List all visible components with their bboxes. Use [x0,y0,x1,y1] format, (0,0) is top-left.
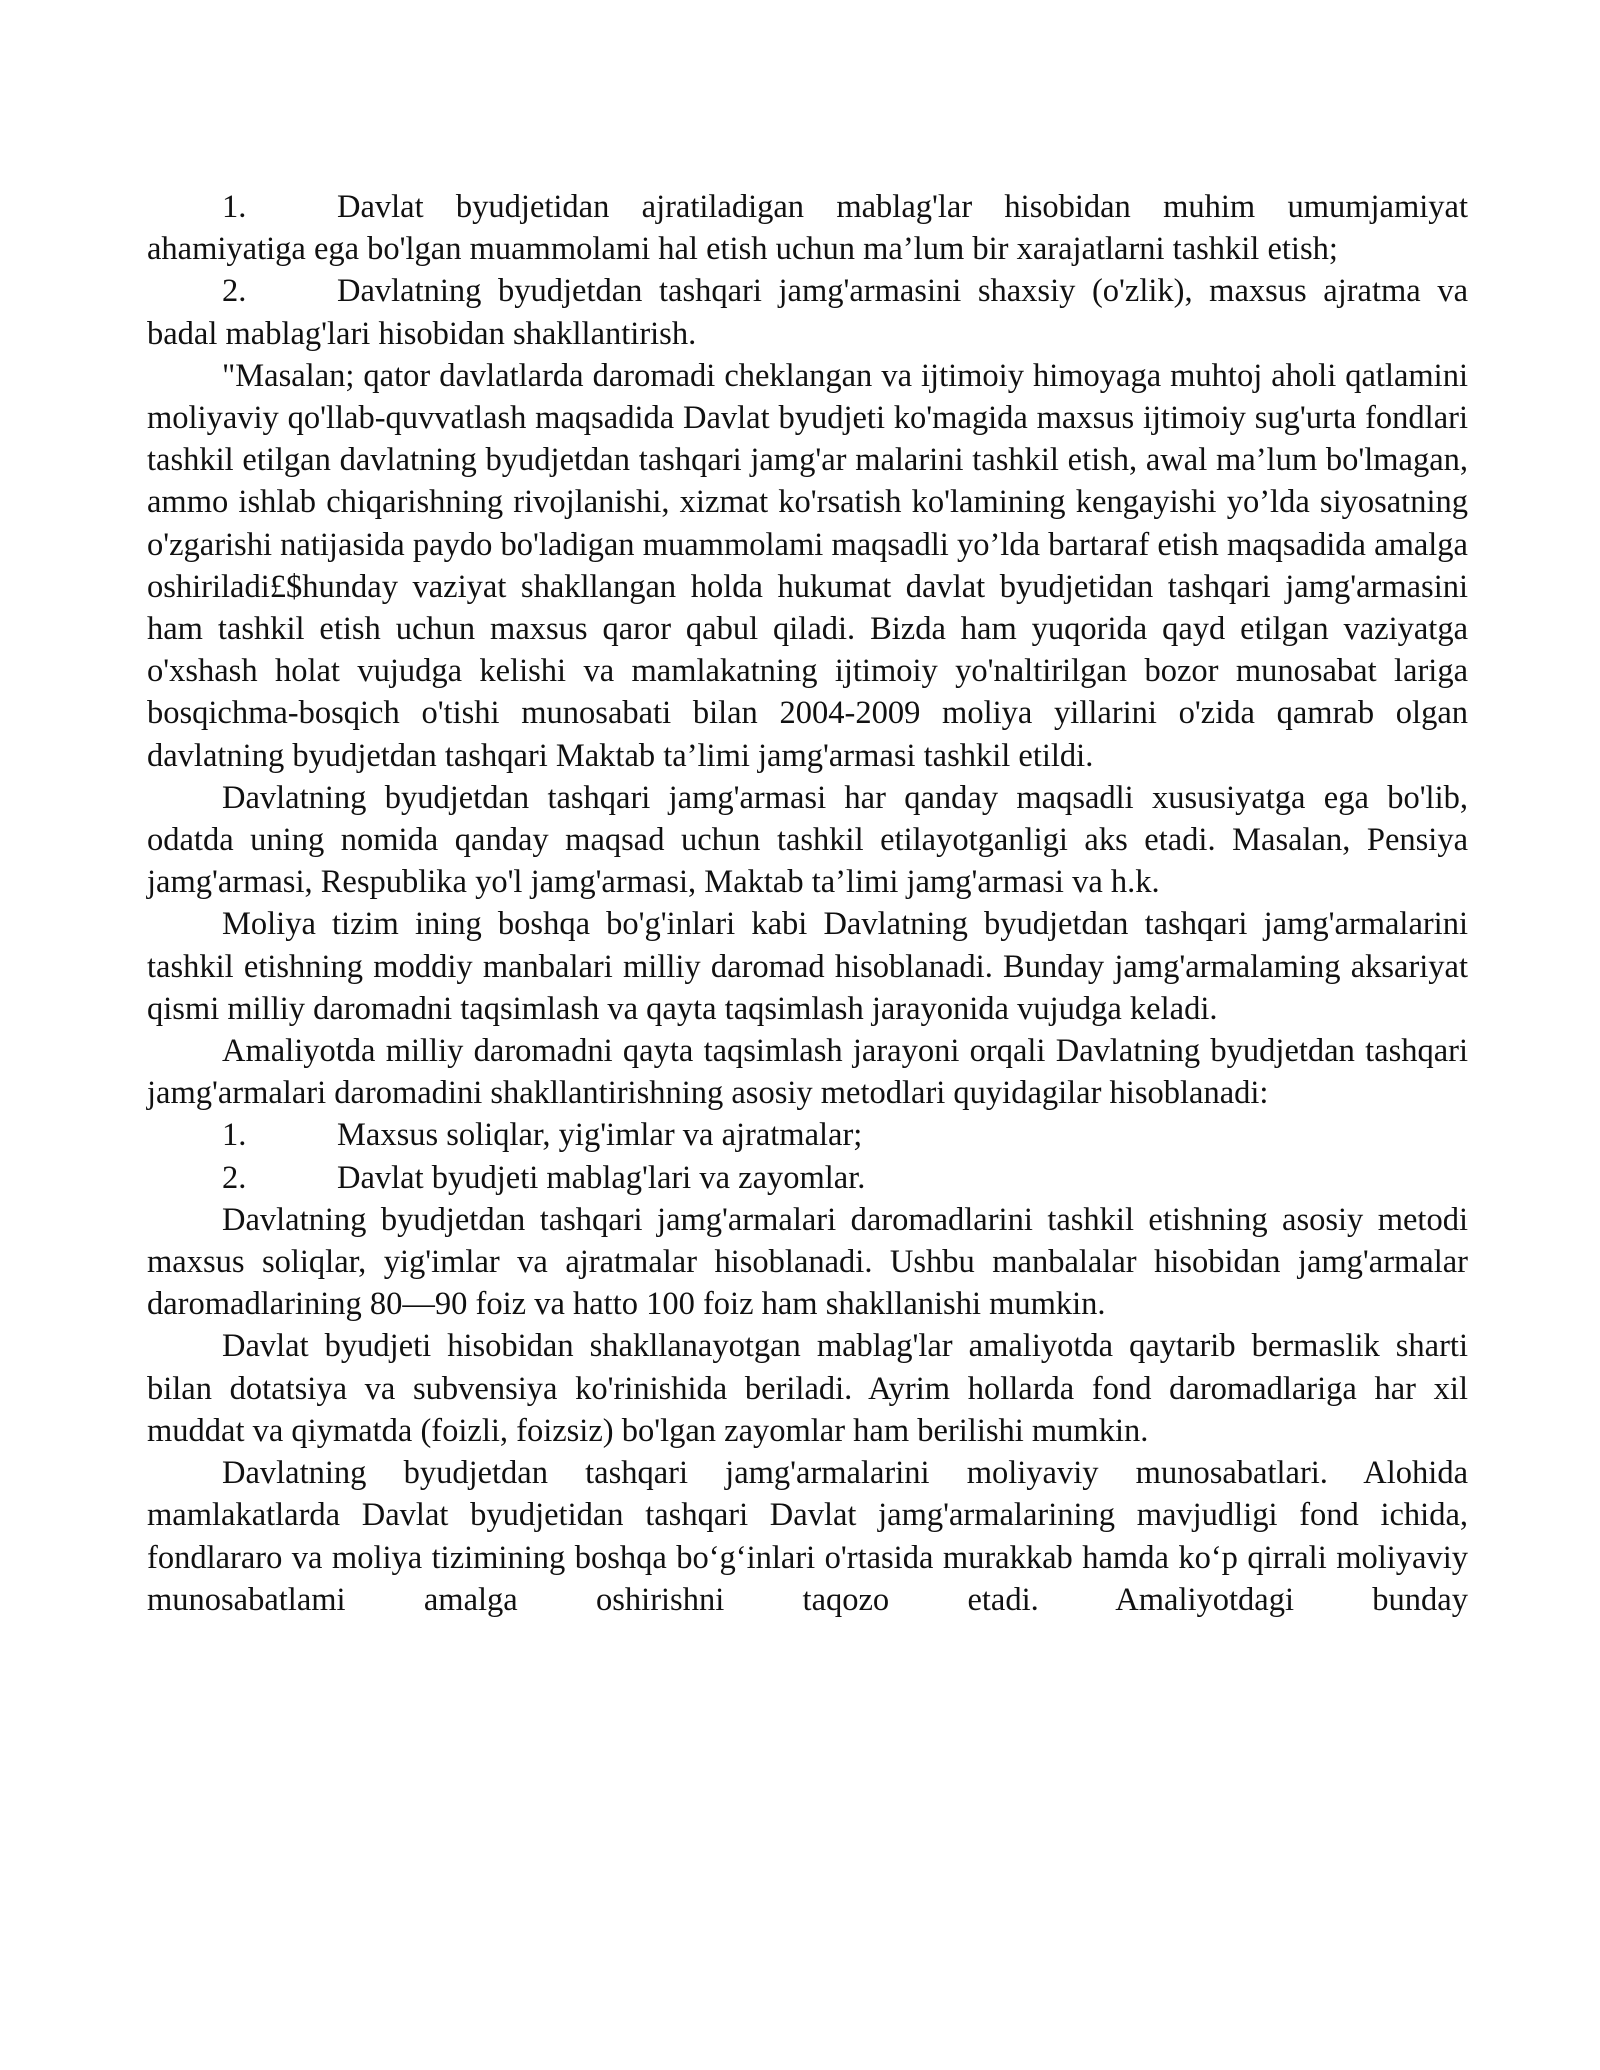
list-item [147,1114,1468,1156]
paragraph-example: "Masalan; qator davlatlarda daromadi cheklangan va ijtimoiy himoyaga muhtoj aholi qatlamini moliyaviy qo'llab-quvvatlash maqsadida Davlat byudjeti ko'magida maxsus ijtimoiy sug'urta fondlari tashkil etilgan davlatning byudjetdan tashqari jamg'ar malarini tashkil etish, awal ma’lum bo'lmagan, ammo ishlab chiqarishning rivojlanishi, xizmat ko'rsatish ko'lamining kengayishi yo’lda siyosatning o'zgarishi natijasida paydo bo'ladigan muammolami maqsadli yo’lda bartaraf etish maqsadida amalga oshiriladi£$hunday vaziyat shakllangan holda hukumat davlat byudjetidan tashqari jamg'armasini ham tashkil etish uchun maxsus qaror qabul qiladi. Bizda ham yuqorida qayd etilgan vaziyatga o'xshash holat vujudga kelishi va mamlakatning ijtimoiy yo'naltirilgan bozor munosabat lariga bosqichma-bosqich o'tishi munosabati bilan 2004-2009 moliya yillarini o'zida qamrab olgan davlatning byudjetdan tashqari Maktab ta’limi jamg'armasi tashkil etildi. [147,357,1468,774]
list-item-text: Davlat byudjeti mablag'lari va zayomlar. [337,1159,866,1196]
document-page [147,186,1468,1621]
list-item [147,186,1468,270]
paragraph-main-method: Davlatning byudjetdan tashqari jamg'armalari daromadlarini tashkil etishning asosiy metodi maxsus soliqlar, yig'imlar va ajratmalar hisoblanadi. Ushbu manbalalar hisobidan jamg'armalar daromadlarining 80—90 foiz va hatto 100 foiz ham shakllanishi mumkin. [147,1201,1468,1323]
list-item [147,270,1468,354]
list-item-number: 1. [222,1117,247,1154]
list-item-number: 1. [222,189,247,225]
list-item-number: 2. [222,273,247,310]
paragraph-methods: Amaliyotda milliy daromadni qayta taqsimlash jarayoni orqali Davlatning byudjetdan tashqari jamg'armalari daromadini shakllantirishning asosiy metodlari quyidagilar hisoblanadi: [147,1033,1468,1112]
list-item-number: 2. [222,1159,247,1196]
list-item [147,1157,1468,1199]
list-item-text: Davlat byudjetidan ajratiladigan mablag'lar hisobidan muhim umumjamiyat ahamiyatiga ega bo'lgan muammolami hal etish uchun ma’lum bir xarajatlarni tashkil etish; [147,189,1468,268]
paragraph-relations: Davlatning byudjetdan tashqari jamg'armalarini moliyaviy munosabatlari. Alohida mamlakatlarda Davlat byudjetidan tashqari Davlat jamg'armalarining mavjudligi fond ichida, fondlararo va moliya tizimining boshqa bo‘g‘inlari o'rtasida murakkab hamda ko‘p qirrali moliyaviy munosabatlami amalga oshirishni taqozo etadi. Amaliyotdagi bunday [147,1455,1468,1618]
paragraph-state-budget: Davlat byudjeti hisobidan shakllanayotgan mablag'lar amaliyotda qaytarib bermaslik sharti bilan dotatsiya va subvensiya ko'rinishida beriladi. Ayrim hollarda fond daromadlariga har xil muddat va qiymatda (foizli, foizsiz) bo'lgan zayomlar ham berilishi mumkin. [147,1328,1468,1449]
list-item-text: Maxsus soliqlar, yig'imlar va ajratmalar; [337,1117,863,1154]
paragraph-sources: Moliya tizim ining boshqa bo'g'inlari kabi Davlatning byudjetdan tashqari jamg'armalarini tashkil etishning moddiy manbalari milliy daromad hisoblanadi. Bunday jamg'armalaming aksariyat qismi milliy daromadni taqsimlash va qayta taqsimlash jarayonida vujudga keladi. [147,906,1468,1027]
paragraph-purpose: Davlatning byudjetdan tashqari jamg'armasi har qanday maqsadli xususiyatga ega bo'lib, odatda uning nomida qanday maqsad uchun tashkil etilayotganligi aks etadi. Masalan, Pensiya jamg'armasi, Respublika yo'l jamg'armasi, Maktab ta’limi jamg'armasi va h.k. [147,779,1468,901]
list-item-text: Davlatning byudjetdan tashqari jamg'armasini shaxsiy (o'zlik), maxsus ajratma va badal mablag'lari hisobidan shakllantirish. [147,273,1468,352]
